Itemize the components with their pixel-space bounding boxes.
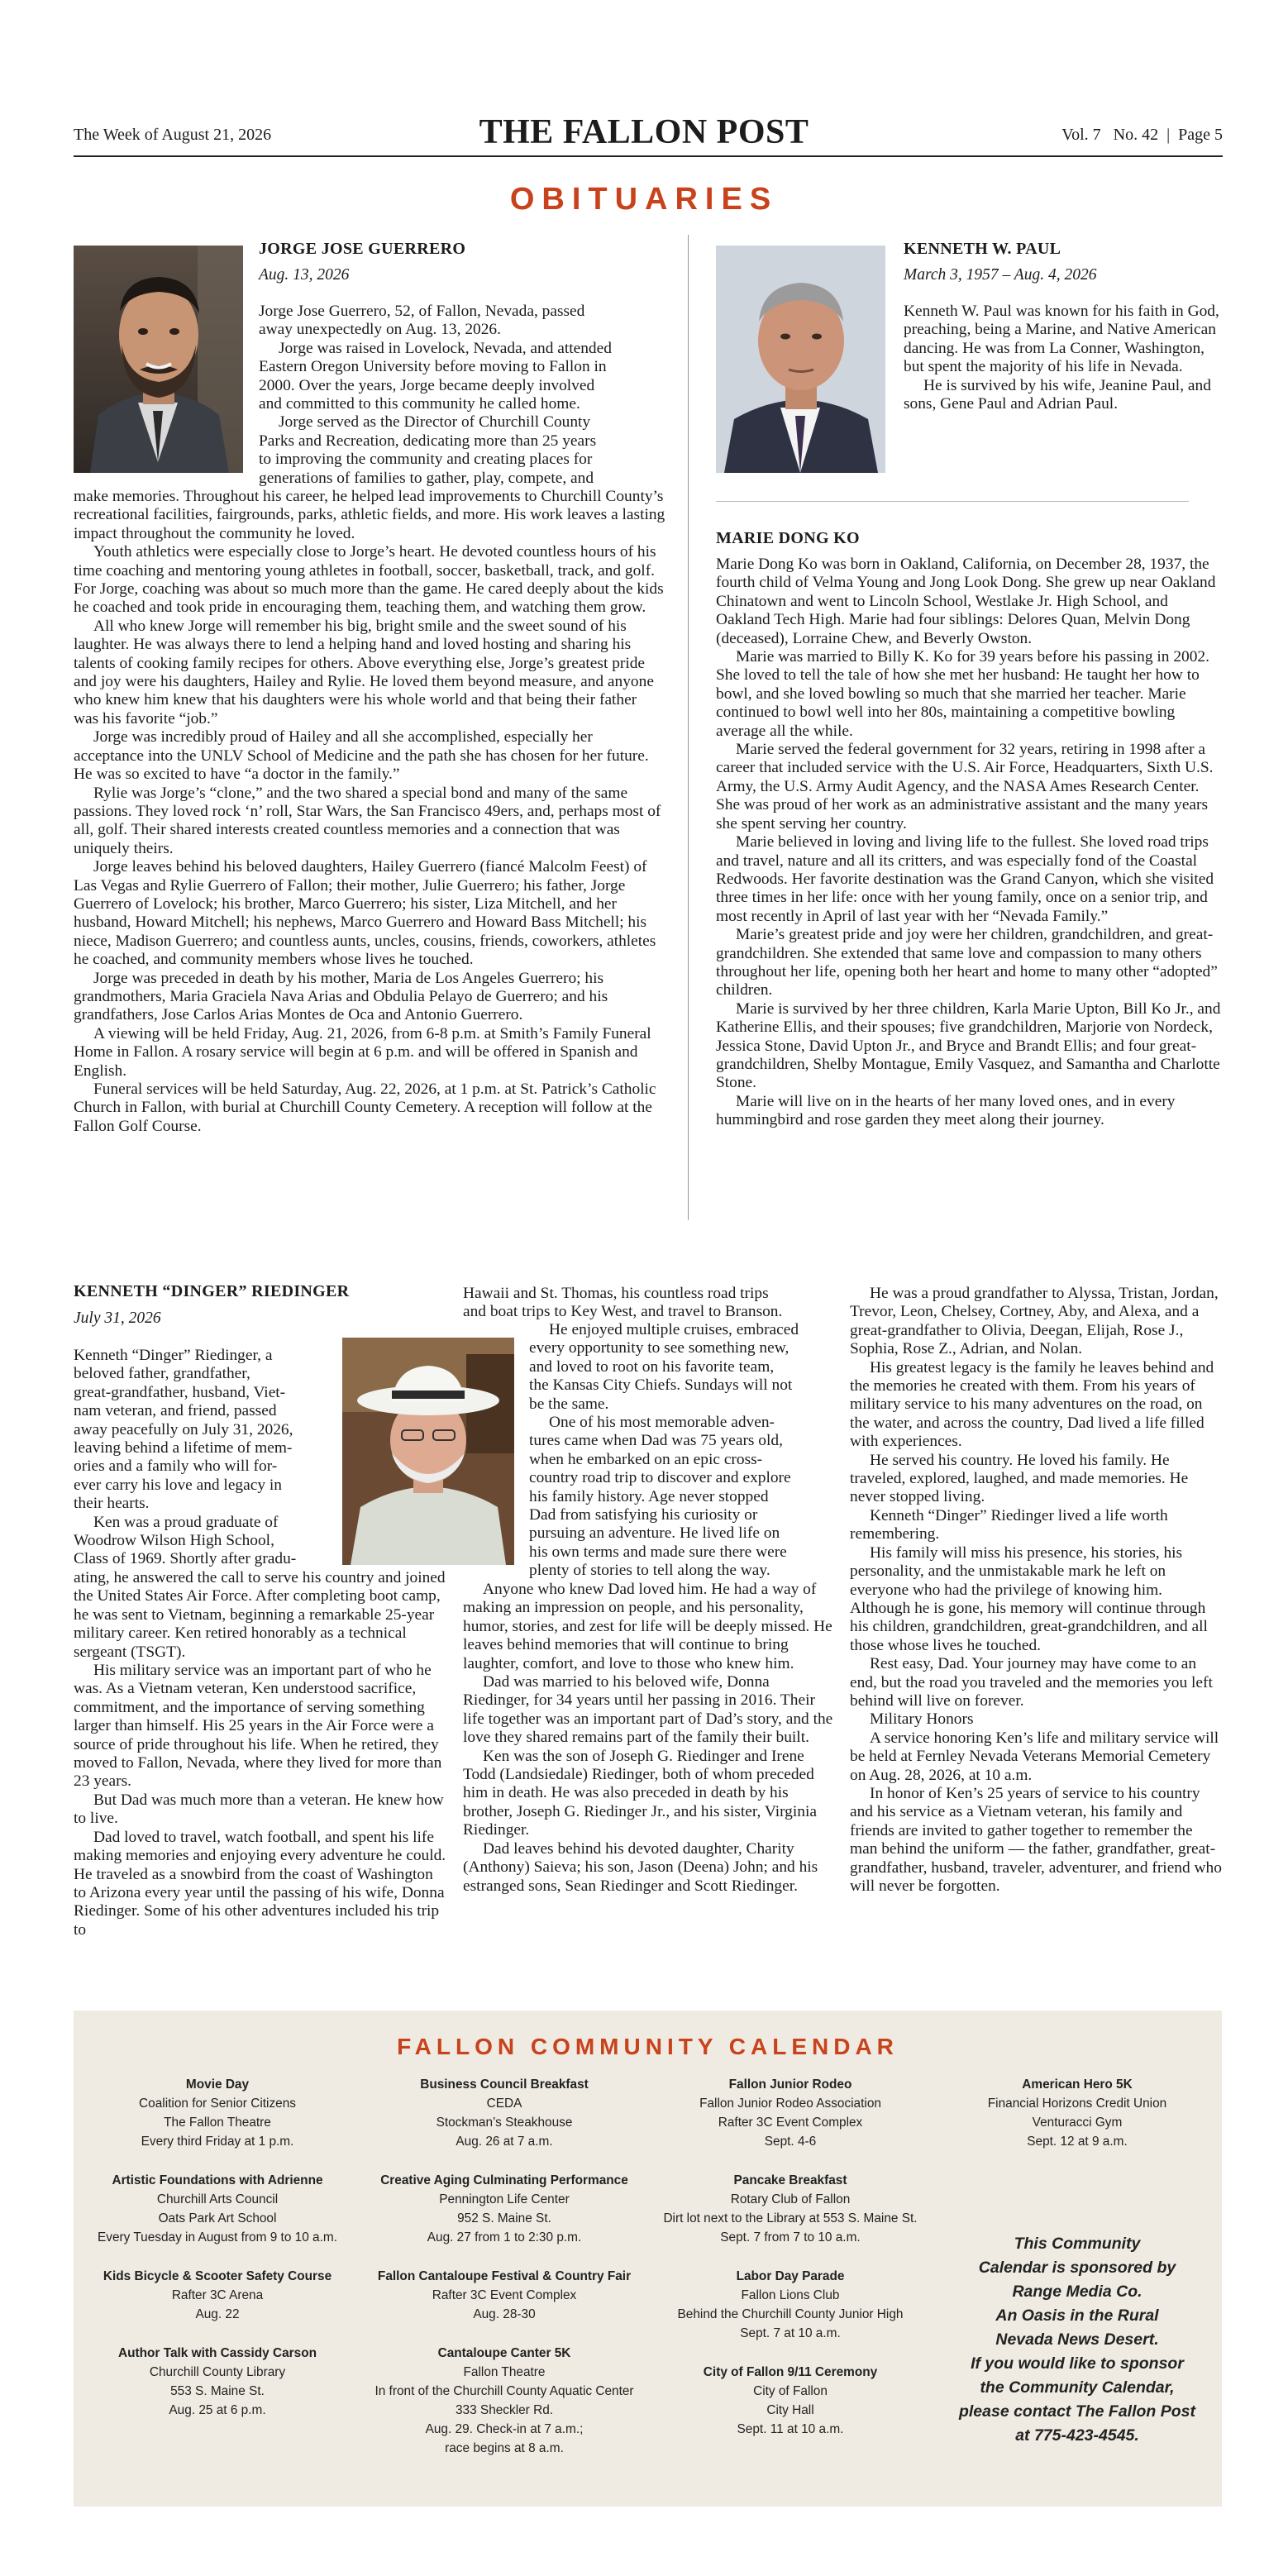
guerrero-photo bbox=[74, 246, 243, 473]
calendar-event-detail: 952 S. Maine St. bbox=[457, 2211, 551, 2225]
calendar-event-detail: Venturacci Gym bbox=[1032, 2116, 1123, 2130]
masthead-title: THE FALLON POST bbox=[479, 113, 809, 151]
calendar-event-detail: Pennington Life Center bbox=[439, 2192, 570, 2206]
calendar-event-name: Author Talk with Cassidy Carson bbox=[117, 2346, 317, 2360]
ko-paragraph: Marie served the federal government for 32 years, retiring in 1998 after a career that included service with the U.S. Air Force, Headquarters, Sixth U.S. Army, the U.S. Army Audit Agency, and the NASA Ames Research Center. She was proud of her work as an administrative assistant and the many years she spent serving her country. bbox=[716, 741, 1214, 832]
riedinger-paragraph: His family will miss his presence, his stories, his personality, and the unmistakable mark he left on everyone who had the privilege of knowing him. Although he is gone, his memory will continue through his children, grandchildren, great-grandchildren, and all those whose lives he touched. bbox=[850, 1543, 1208, 1654]
calendar-event-detail: Churchill Arts Council bbox=[156, 2192, 279, 2206]
calendar-event-detail: Rotary Club of Fallon bbox=[730, 2192, 851, 2206]
section-title: OBITUARIES bbox=[509, 182, 779, 217]
calendar-event-detail: Every Tuesday in August from 9 to 10 a.m. bbox=[97, 2230, 337, 2244]
riedinger-line: and loved to root on his favorite team, bbox=[529, 1357, 775, 1376]
riedinger-paragraph: He served his country. He loved his family. He traveled, explored, laughed, and made memories. He never stopped living. bbox=[850, 1451, 1189, 1506]
riedinger-paragraph: A service honoring Ken’s life and military service will be held at Fernley Nevada Veterans Memorial Cemetery on Aug. 28, 2026, at 10 a.m. bbox=[850, 1729, 1219, 1784]
ko-paragraph: Marie was married to Billy K. Ko for 39 years before his passing in 2002. She loved to tell the tale of how she met her husband: He taught her how to bowl, and she loved bowling so much that she married her teacher. Marie continued to bowl well into her 80s, maintaining a competitive bowling average all the while. bbox=[716, 648, 1209, 740]
sponsor-line: This Community bbox=[1014, 2235, 1141, 2253]
sponsor-line: An Oasis in the Rural bbox=[995, 2306, 1159, 2325]
calendar-event bbox=[361, 2267, 647, 2324]
calendar-event-name: Fallon Junior Rodeo bbox=[728, 2077, 852, 2092]
riedinger-line: leaving behind a lifetime of mem- bbox=[74, 1439, 293, 1457]
riedinger-photo bbox=[342, 1338, 514, 1565]
calendar-column bbox=[647, 2075, 933, 2459]
riedinger-line: when he embarked on an epic cross- bbox=[529, 1450, 763, 1468]
riedinger-paragraph: But Dad was much more than a veteran. He knew how to live. bbox=[74, 1791, 444, 1828]
riedinger-line: tures came when Dad was 75 years old, bbox=[529, 1432, 783, 1450]
riedinger-line: his own terms and made sure there were bbox=[529, 1543, 787, 1561]
calendar-event-name: Artistic Foundations with Adrienne bbox=[112, 2173, 323, 2187]
riedinger-line: Ken was a proud graduate of bbox=[93, 1513, 279, 1531]
riedinger-line: the Kansas City Chiefs. Sundays will not bbox=[529, 1376, 793, 1395]
calendar-event-detail: Rafter 3C Arena bbox=[171, 2288, 264, 2302]
calendar-event-detail: Sept. 7 from 7 to 10 a.m. bbox=[720, 2230, 861, 2244]
riedinger-paragraph: Kenneth “Dinger” Riedinger lived a life worth remembering. bbox=[850, 1506, 1168, 1543]
calendar-event-detail: The Fallon Theatre bbox=[164, 2116, 271, 2130]
sponsor-line: please contact The Fallon Post bbox=[958, 2402, 1196, 2421]
riedinger-line: be the same. bbox=[529, 1395, 609, 1413]
ko-paragraph: Marie’s greatest pride and joy were her children, grandchildren, and great-grandchildren. She extended that same love and compassion to many others throughout her life, opening both her heart and home to many other “adopted” children. bbox=[716, 926, 1218, 999]
riedinger-paragraph: His greatest legacy is the family he leaves behind and the memories he created with them. From his years of military service to his many adventures on the road, on the water, and across the country, Dad lived a life filled with experiences. bbox=[850, 1358, 1214, 1451]
calendar-event-detail: City Hall bbox=[766, 2403, 814, 2417]
paul-photo bbox=[716, 246, 885, 473]
guerrero-line: Parks and Recreation, dedicating more than 25 years bbox=[259, 432, 597, 450]
calendar-event-detail: race begins at 8 a.m. bbox=[445, 2441, 564, 2455]
header-rule bbox=[74, 155, 1223, 157]
calendar-event bbox=[933, 2075, 1221, 2151]
riedinger-column-3 bbox=[850, 1285, 1224, 1896]
calendar-event-detail: 553 S. Maine St. bbox=[170, 2384, 265, 2398]
guerrero-line: away unexpectedly on Aug. 13, 2026. bbox=[259, 321, 501, 339]
guerrero-paragraph: A viewing will be held Friday, Aug. 21, 2026, from 6-8 p.m. at Smith’s Family Funeral Home in Fallon. A rosary service will begin at 6 p.m. and will be offered in Spanish and English. bbox=[74, 1024, 651, 1080]
calendar-event-detail: Sept. 4-6 bbox=[764, 2135, 817, 2149]
riedinger-line: his family history. Age never stopped bbox=[529, 1487, 769, 1505]
calendar-event bbox=[74, 2344, 361, 2420]
calendar-event bbox=[361, 2171, 647, 2247]
calendar-event-detail: Aug. 28-30 bbox=[473, 2307, 536, 2321]
calendar-event-detail: Aug. 22 bbox=[195, 2307, 240, 2321]
calendar-event bbox=[74, 2171, 361, 2247]
ko-body bbox=[716, 556, 1222, 1130]
issue-date: The Week of August 21, 2026 bbox=[74, 126, 272, 144]
calendar-event-name: Labor Day Parade bbox=[736, 2269, 845, 2283]
guerrero-line: to improving the community and creating places for bbox=[259, 451, 593, 469]
ko-paragraph: Marie will live on in the hearts of her many loved ones, and in every hummingbird and rose garden they meet along their journey. bbox=[716, 1092, 1176, 1129]
calendar-column bbox=[361, 2075, 647, 2478]
calendar-event-name: Cantaloupe Canter 5K bbox=[437, 2346, 571, 2360]
riedinger-line: country road trip to discover and explore bbox=[529, 1469, 791, 1487]
calendar-event-detail: 333 Sheckler Rd. bbox=[455, 2403, 554, 2417]
riedinger-line: Dad from satisfying his curiosity or bbox=[529, 1506, 758, 1524]
guerrero-paragraph: Youth athletics were especially close to Jorge’s heart. He devoted countless hours of his time coaching and mentoring young athletes in football, soccer, basketball, track, and golf. For Jorge, coaching was about so much more than the game. He cared deeply about the kids he coached and took pride in encouraging them, teaching them, and watching them grow. bbox=[74, 543, 664, 617]
calendar-event-detail: Stockman’s Steakhouse bbox=[436, 2116, 573, 2130]
calendar-event-detail: Financial Horizons Credit Union bbox=[987, 2097, 1167, 2111]
calendar-event-name: American Hero 5K bbox=[1022, 2077, 1133, 2092]
guerrero-line: generations of families to gather, play, compete, and bbox=[259, 469, 594, 487]
ko-paragraph: Marie is survived by her three children, Karla Marie Upton, Bill Ko Jr., and Katherine Ellis, and their spouses; five grandchildren, Marjorie von Nordeck, Jessica Stone, David Upton Jr., and Bryce and Brandt Ellis; and four great-grandchildren, Shelby Montague, Emily Vasquez, and Samantha and Charlotte Stone. bbox=[716, 999, 1221, 1092]
guerrero-line: Jorge served as the Director of Churchill County bbox=[279, 413, 591, 432]
calendar-event-detail: Rafter 3C Event Complex bbox=[718, 2116, 863, 2130]
guerrero-line: and committed to this community he called home. bbox=[259, 395, 580, 413]
calendar-event-detail: Sept. 7 at 10 a.m. bbox=[740, 2326, 841, 2340]
calendar-event-name: Kids Bicycle & Scooter Safety Course bbox=[103, 2269, 332, 2283]
guerrero-paragraph: Jorge was preceded in death by his mother, Maria de Los Angeles Guerrero; his grandmothers, Maria Graciela Nava Arias and Obdulia Pelayo de Guerrero; and his grandfathers, Jose Carlos Arias Montes de Oca and Antonio Guerrero. bbox=[74, 969, 608, 1024]
guerrero-paragraph: Jorge leaves behind his beloved daughters, Hailey Guerrero (fiancé Malcolm Feest) of Las Vegas and Rylie Guerrero of Fallon; their mother, Julie Guerrero; his father, Jorge Guerrero of Lovelock; his brother, Marco Guerrero; his sister, Liza Mitchell, and her husband, Howard Mitchell; his nephews, Marco Guerrero and Howard Bass Mitchell; his niece, Madison Guerrero; and countless aunts, uncles, cousins, friends, coworkers, athletes he coached, and community members whose lives he touched. bbox=[74, 858, 656, 969]
sponsor-line: Range Media Co. bbox=[1012, 2283, 1143, 2301]
calendar-event-detail: Dirt lot next to the Library at 553 S. Maine St. bbox=[663, 2211, 918, 2225]
calendar-event-detail: Aug. 25 at 6 p.m. bbox=[169, 2403, 266, 2417]
calendar-event bbox=[361, 2344, 647, 2458]
riedinger-line: beloved father, grandfather, bbox=[74, 1365, 250, 1383]
riedinger-date: July 31, 2026 bbox=[74, 1309, 161, 1327]
guerrero-line: Eastern Oregon University before moving to Fallon in bbox=[259, 358, 607, 376]
riedinger-intro bbox=[74, 1347, 338, 1569]
guerrero-body bbox=[74, 488, 665, 1136]
calendar-event-name: Creative Aging Culminating Performance bbox=[380, 2173, 628, 2187]
calendar-event-name: Business Council Breakfast bbox=[420, 2077, 589, 2092]
riedinger-paragraph: ating, he answered the call to serve his country and joined the United States Air Force. After completing boot camp, he was sent to Vietnam, beginning a remarkable 25-year military career. Ken retired honorably as a technical sergeant (TSGT). bbox=[74, 1569, 446, 1661]
riedinger-paragraph: Anyone who knew Dad loved him. He had a way of making an impression on people, and his personality, humor, stories, and zest for life will be deeply missed. He leaves behind memories that will continue to bring laughter, comfort, and love to those who knew him. bbox=[463, 1581, 832, 1672]
riedinger-line: One of his most memorable adven- bbox=[549, 1414, 775, 1432]
riedinger-line: nam veteran, and friend, passed bbox=[74, 1402, 277, 1420]
riedinger-line: Hawaii and St. Thomas, his countless road trips bbox=[463, 1285, 769, 1302]
calendar-column bbox=[74, 2075, 361, 2440]
riedinger-column-2-narrow bbox=[529, 1321, 838, 1581]
calendar-event-detail: CEDA bbox=[486, 2097, 522, 2111]
guerrero-paragraph: All who knew Jorge will remember his big, bright smile and the sweet sound of his laughter. He was always there to lend a helping hand and loved hosting and sharing his talents of cooking family recipes for others. Above everything else, Jorge’s greatest pride and joy were his daughters, Hailey and Rylie. He loved them beyond measure, and anyone who knew him knew that his daughters were his whole world and that being their father was his favorite “job.” bbox=[74, 617, 654, 727]
guerrero-line: 2000. Over the years, Jorge became deeply involved bbox=[259, 376, 595, 394]
calendar-event-detail: Sept. 11 at 10 a.m. bbox=[737, 2422, 844, 2436]
ko-name: MARIE DONG KO bbox=[716, 529, 860, 547]
guerrero-paragraph: Funeral services will be held Saturday, Aug. 22, 2026, at 1 p.m. at St. Patrick’s Catholic Church in Fallon, with burial at Churchill County Cemetery. A reception will follow at the Fallon Golf Course. bbox=[74, 1080, 656, 1135]
riedinger-column-2-body bbox=[463, 1581, 837, 1896]
riedinger-line: He enjoyed multiple cruises, embraced bbox=[549, 1321, 799, 1338]
sponsor-line: If you would like to sponsor bbox=[971, 2354, 1184, 2373]
guerrero-name: JORGE JOSE GUERRERO bbox=[259, 240, 466, 258]
guerrero-paragraph: make memories. Throughout his career, he helped lead improvements to Churchill County’s recreational facilities, fairgrounds, parks, athletic fields, and more. His work leaves a lasting impact throughout the community he loved. bbox=[74, 488, 665, 542]
calendar-column bbox=[933, 2075, 1221, 2171]
calendar-event bbox=[647, 2363, 933, 2439]
calendar-event-name: City of Fallon 9/11 Ceremony bbox=[703, 2365, 878, 2379]
sponsor-line: Nevada News Desert. bbox=[995, 2330, 1159, 2349]
riedinger-column-2-top bbox=[463, 1285, 837, 1322]
sponsor-line: at 775-423-4545. bbox=[1015, 2426, 1139, 2445]
calendar-event-detail: Churchill County Library bbox=[149, 2365, 286, 2379]
riedinger-line: pursuing an adventure. He lived life on bbox=[529, 1524, 780, 1543]
riedinger-line: ever carry his love and legacy in bbox=[74, 1476, 282, 1494]
calendar-event-detail: Rafter 3C Event Complex bbox=[432, 2288, 577, 2302]
paul-body bbox=[904, 303, 1226, 413]
calendar-sponsor-note bbox=[933, 2232, 1221, 2448]
community-calendar bbox=[74, 2011, 1222, 2507]
calendar-event-name: Pancake Breakfast bbox=[733, 2173, 847, 2187]
riedinger-line: away peacefully on July 31, 2026, bbox=[74, 1420, 293, 1438]
guerrero-date: Aug. 13, 2026 bbox=[259, 266, 350, 284]
calendar-event-detail: Fallon Lions Club bbox=[741, 2288, 840, 2302]
riedinger-paragraph: Military Honors bbox=[870, 1710, 974, 1729]
ko-paragraph: Marie believed in loving and living life to the fullest. She loved road trips and travel, nature and all its critters, and was especially fond of the Coastal Redwoods. Her favorite destination was the Grand Canyon, which she visited three times in her life: once with her young family, once on a senior trip, and most recently in April of last year with her “Nevada Family.” bbox=[716, 833, 1214, 925]
riedinger-line: Woodrow Wilson High School, bbox=[74, 1532, 274, 1550]
column-divider bbox=[688, 235, 689, 1220]
paul-divider bbox=[716, 501, 1189, 502]
calendar-event-detail: City of Fallon bbox=[753, 2384, 828, 2398]
ko-paragraph: Marie Dong Ko was born in Oakland, California, on December 28, 1937, the fourth child of Velma Young and Jong Look Dong. She grew up near Oakland Chinatown and went to Lincoln School, Westlake Jr. High School, and Oakland Tech High. Marie had four siblings: Delores Quan, Melvin Dong (deceased), Lorraine Chew, and Beverly Owston. bbox=[716, 556, 1216, 647]
riedinger-paragraph: In honor of Ken’s 25 years of service to his country and his service as a Vietnam veteran, his family and friends are invited to gather together to remember the man behind the uniform — the father, grandfather, great-grandfather, husband, traveler, adventurer, and friend who will never be forgotten. bbox=[850, 1784, 1222, 1895]
calendar-event bbox=[647, 2171, 933, 2247]
paul-paragraph: He is survived by his wife, Jeanine Paul, and sons, Gene Paul and Adrian Paul. bbox=[904, 376, 1211, 413]
paul-paragraph: Kenneth W. Paul was known for his faith in God, preaching, being a Marine, and Native American dancing. He was from La Conner, Washington, but spent the majority of his life in Nevada. bbox=[904, 303, 1219, 376]
paul-name: KENNETH W. PAUL bbox=[904, 240, 1061, 258]
riedinger-line: Kenneth “Dinger” Riedinger, a bbox=[74, 1347, 273, 1364]
calendar-event-name: Fallon Cantaloupe Festival & Country Fair bbox=[377, 2269, 632, 2283]
calendar-event-detail: Sept. 12 at 9 a.m. bbox=[1027, 2135, 1128, 2149]
riedinger-paragraph: Ken was the son of Joseph G. Riedinger and Irene Todd (Landsiedale) Riedinger, both of whom preceded him in death. He was also preceded in death by his brother, Joseph G. Riedinger Jr., and his sister, Virginia Riedinger. bbox=[463, 1747, 817, 1839]
riedinger-paragraph: Dad loved to travel, watch football, and spent his life making memories and enjoying every adventure he could. He traveled as a snowbird from the coast of Washington to Arizona every year until the passing of his wife, Donna Riedinger. Some of his other adventures included his trip to bbox=[74, 1828, 446, 1939]
riedinger-paragraph: Dad was married to his beloved wife, Donna Riedinger, for 34 years until her passing in 2016. Their life together was an important part of Dad’s story, and the love they shared remains part of the family their built. bbox=[463, 1673, 833, 1747]
calendar-event bbox=[74, 2075, 361, 2151]
calendar-event-detail: In front of the Churchill County Aquatic Center bbox=[374, 2384, 634, 2398]
sponsor-line: the Community Calendar, bbox=[980, 2378, 1175, 2397]
riedinger-line: every opportunity to see something new, bbox=[529, 1339, 789, 1357]
sponsor-line: Calendar is sponsored by bbox=[978, 2259, 1176, 2277]
calendar-event bbox=[647, 2075, 933, 2151]
riedinger-line: Class of 1969. Shortly after gradu- bbox=[74, 1550, 297, 1568]
paul-date: March 3, 1957 – Aug. 4, 2026 bbox=[904, 266, 1097, 284]
riedinger-column-1 bbox=[74, 1569, 447, 1939]
calendar-event-detail: Fallon Junior Rodeo Association bbox=[699, 2097, 881, 2111]
issue-volume-page: Vol. 7 No. 42 | Page 5 bbox=[1061, 126, 1223, 144]
calendar-event-detail: Every third Friday at 1 p.m. bbox=[141, 2135, 294, 2149]
riedinger-line: great-grandfather, husband, Viet- bbox=[74, 1383, 286, 1401]
guerrero-line: Jorge was raised in Lovelock, Nevada, and attended bbox=[279, 339, 612, 357]
riedinger-line: plenty of stories to tell along the way. bbox=[529, 1562, 770, 1580]
calendar-event-detail: Aug. 26 at 7 a.m. bbox=[456, 2135, 553, 2149]
riedinger-line: and boat trips to Key West, and travel to Branson. bbox=[463, 1303, 783, 1321]
calendar-title: FALLON COMMUNITY CALENDAR bbox=[397, 2034, 899, 2059]
riedinger-line: their hearts. bbox=[74, 1495, 150, 1513]
riedinger-paragraph: Rest easy, Dad. Your journey may have come to an end, but the road you traveled and the memories you left behind will live on forever. bbox=[850, 1655, 1213, 1710]
guerrero-paragraph: Jorge was incredibly proud of Hailey and all she accomplished, especially her acceptance into the UNLV School of Medicine and the path she has chosen for her future. He was so excited to have “a doctor in the family.” bbox=[74, 728, 649, 784]
calendar-event-detail: Aug. 27 from 1 to 2:30 p.m. bbox=[427, 2230, 582, 2244]
calendar-event-detail: Fallon Theatre bbox=[463, 2365, 546, 2379]
riedinger-name: KENNETH “DINGER” RIEDINGER bbox=[74, 1282, 350, 1300]
guerrero-line: Jorge Jose Guerrero, 52, of Fallon, Nevada, passed bbox=[259, 303, 585, 320]
calendar-event-name: Movie Day bbox=[185, 2077, 250, 2092]
calendar-event-detail: Oats Park Art School bbox=[158, 2211, 277, 2225]
calendar-event bbox=[647, 2267, 933, 2343]
calendar-event-detail: Aug. 29. Check-in at 7 a.m.; bbox=[425, 2422, 584, 2436]
calendar-event bbox=[361, 2075, 647, 2151]
guerrero-paragraph: Rylie was Jorge’s “clone,” and the two shared a special bond and many of the same passions. They loved rock ‘n’ roll, Star Wars, the San Francisco 49ers, and, perhaps most of all, golf. Their shared interests created countless memories and a connection that was uniquely theirs. bbox=[74, 784, 661, 857]
riedinger-paragraph: He was a proud grandfather to Alyssa, Tristan, Jordan, Trevor, Leon, Chelsey, Cortney, Aby, and Alexa, and a great-grandfather to Olivia, Deegan, Elijah, Rose J., Sophia, Rose Z., Adrian, and Nolan. bbox=[850, 1285, 1219, 1358]
calendar-event-detail: Coalition for Senior Citizens bbox=[139, 2097, 296, 2111]
calendar-event-detail: Behind the Churchill County Junior High bbox=[677, 2307, 904, 2321]
calendar-event bbox=[74, 2267, 361, 2324]
riedinger-line: ories and a family who will for- bbox=[74, 1457, 278, 1476]
guerrero-intro bbox=[259, 303, 672, 488]
riedinger-paragraph: Dad leaves behind his devoted daughter, Charity (Anthony) Saieva; his son, Jason (Deena) John; and his estranged sons, Sean Riedinger and Scott Riedinger. bbox=[463, 1839, 818, 1895]
riedinger-paragraph: His military service was an important part of who he was. As a Vietnam veteran, Ken understood sacrifice, commitment, and the importance of serving something larger than himself. His 25 years in the Air Force were a source of pride throughout his life. When he retired, they moved to Fallon, Nevada, where they lived for more than 23 years. bbox=[74, 1662, 442, 1791]
